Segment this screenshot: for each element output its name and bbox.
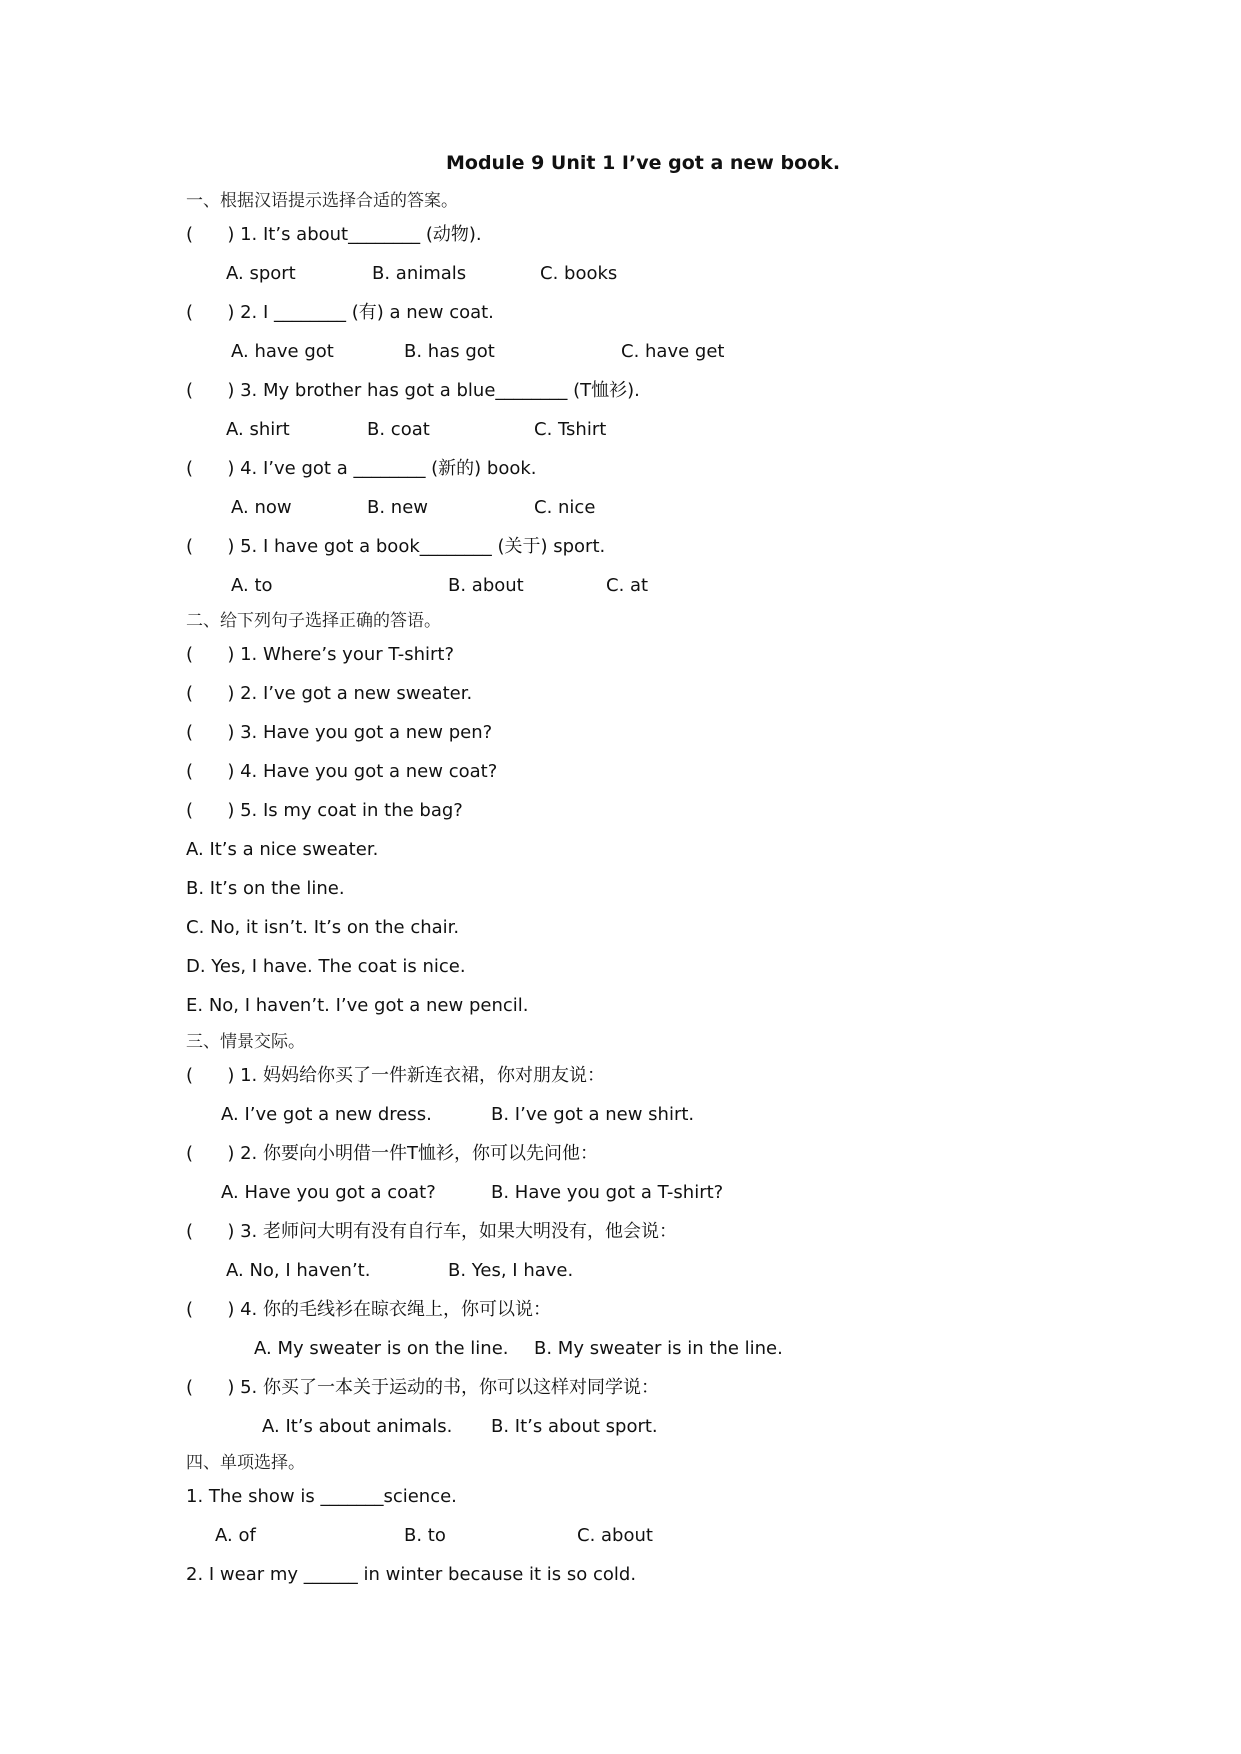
s3-q3-stem: ( ) 3. 老师问大明有没有自行车，如果大明没有，他会说： [186,1221,677,1242]
s2-q5: ( ) 5. Is my coat in the bag? [186,800,463,821]
s2-q3: ( ) 3. Have you got a new pen? [186,722,493,743]
s2-q2: ( ) 2. I’ve got a new sweater. [186,683,473,704]
s4-q2-stem: 2. I wear my ______ in winter because it is so cold. [186,1564,637,1585]
s4-q1-option-b: B. to [404,1525,446,1546]
s3-q2-option-a: A. Have you got a coat? [221,1182,436,1203]
s3-q1-option-a: A. I’ve got a new dress. [221,1104,432,1125]
s1-q2-option-c: C. have get [621,341,725,362]
s1-q4-option-a: A. now [231,497,292,518]
s3-q4-stem: ( ) 4. 你的毛线衫在晾衣绳上，你可以说： [186,1299,551,1320]
s3-q2-option-b: B. Have you got a T-shirt? [491,1182,724,1203]
s4-q1-stem: 1. The show is _______science. [186,1486,457,1507]
s2-q1: ( ) 1. Where’s your T-shirt? [186,644,455,665]
s4-q1-option-a: A. of [215,1525,256,1546]
s1-q1-option-c: C. books [540,263,618,284]
s3-q3-option-b: B. Yes, I have. [448,1260,574,1281]
section-1-heading: 一、根据汉语提示选择合适的答案。 [186,191,458,211]
section-3-heading: 三、情景交际。 [186,1032,305,1052]
s1-q2-option-b: B. has got [404,341,495,362]
s2-answer-c: C. No, it isn’t. It’s on the chair. [186,917,460,938]
s1-q5-option-c: C. at [606,575,649,596]
s1-q2-option-a: A. have got [231,341,334,362]
s3-q4-option-a: A. My sweater is on the line. [254,1338,509,1359]
s4-q1-option-c: C. about [577,1525,653,1546]
s1-q1-stem: ( ) 1. It’s about________ (动物). [186,224,482,245]
s1-q3-option-c: C. Tshirt [534,419,607,440]
s3-q2-stem: ( ) 2. 你要向小明借一件T恤衫，你可以先问他： [186,1143,598,1164]
s1-q3-stem: ( ) 3. My brother has got a blue________ (T恤衫). [186,380,640,401]
s3-q1-option-b: B. I’ve got a new shirt. [491,1104,695,1125]
s1-q3-option-b: B. coat [367,419,430,440]
s2-answer-d: D. Yes, I have. The coat is nice. [186,956,466,977]
s2-answer-a: A. It’s a nice sweater. [186,839,379,860]
s3-q1-stem: ( ) 1. 妈妈给你买了一件新连衣裙，你对朋友说： [186,1065,605,1086]
s2-q4: ( ) 4. Have you got a new coat? [186,761,498,782]
s3-q4-option-b: B. My sweater is in the line. [534,1338,783,1359]
s3-q5-option-b: B. It’s about sport. [491,1416,658,1437]
s1-q4-stem: ( ) 4. I’ve got a ________ (新的) book. [186,458,537,479]
s3-q5-option-a: A. It’s about animals. [262,1416,453,1437]
s2-answer-b: B. It’s on the line. [186,878,345,899]
section-4-heading: 四、单项选择。 [186,1453,305,1473]
page-title: Module 9 Unit 1 I’ve got a new book. [446,152,841,174]
s1-q2-stem: ( ) 2. I ________ (有) a new coat. [186,302,494,323]
s3-q3-option-a: A. No, I haven’t. [226,1260,371,1281]
s1-q5-option-b: B. about [448,575,524,596]
s1-q3-option-a: A. shirt [226,419,290,440]
s1-q5-option-a: A. to [231,575,273,596]
s2-answer-e: E. No, I haven’t. I’ve got a new pencil. [186,995,529,1016]
s3-q5-stem: ( ) 5. 你买了一本关于运动的书，你可以这样对同学说： [186,1377,659,1398]
section-2-heading: 二、给下列句子选择正确的答语。 [186,611,441,631]
s1-q4-option-b: B. new [367,497,428,518]
s1-q1-option-b: B. animals [372,263,467,284]
s1-q1-option-a: A. sport [226,263,296,284]
s1-q4-option-c: C. nice [534,497,596,518]
s1-q5-stem: ( ) 5. I have got a book________ (关于) sport. [186,536,606,557]
